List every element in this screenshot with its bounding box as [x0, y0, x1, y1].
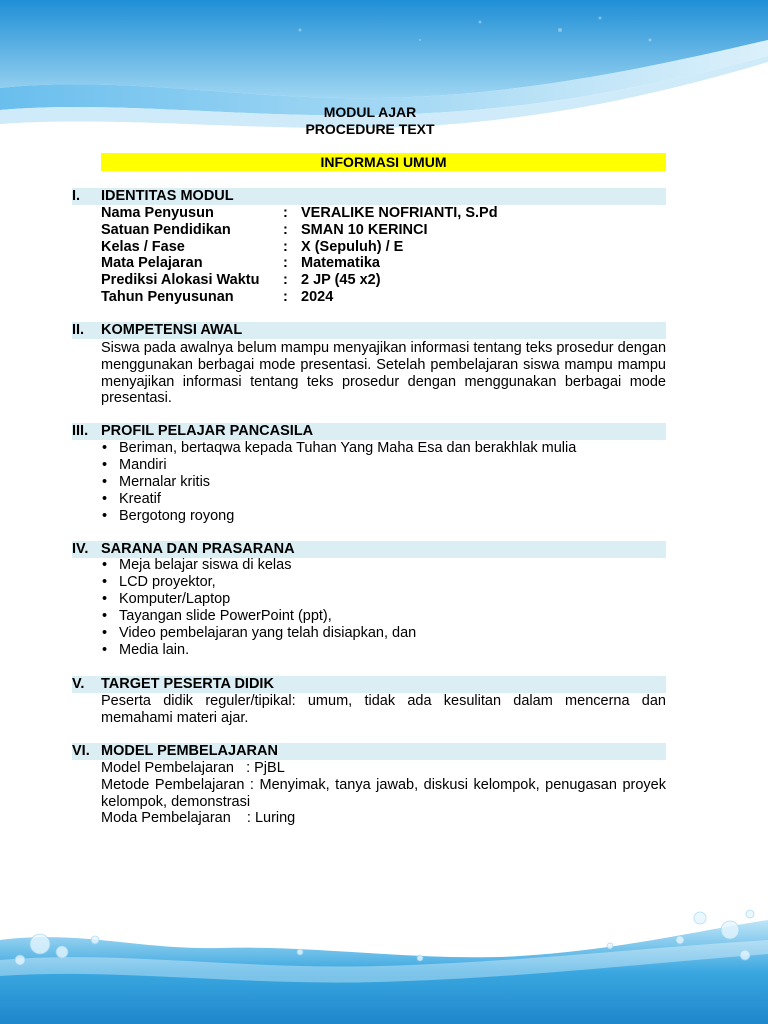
- section-title: MODEL PEMBELAJARAN: [101, 743, 278, 759]
- bullet: •: [102, 574, 108, 590]
- bullet: •: [102, 508, 108, 524]
- list-item: [101, 625, 416, 642]
- colon: :: [283, 288, 288, 305]
- bullet: •: [102, 457, 108, 473]
- list-item: [101, 591, 416, 608]
- section-number: III.: [72, 423, 89, 439]
- identitas-row: [101, 222, 661, 239]
- section-model-header: [72, 743, 666, 760]
- footer-water-decoration: [0, 900, 768, 1024]
- identitas-row: [101, 272, 661, 289]
- identitas-value: 2024: [301, 288, 334, 305]
- list-item: [101, 457, 576, 474]
- bullet: •: [102, 491, 108, 507]
- list-item-text: Meja belajar siswa di kelas: [119, 557, 292, 573]
- section-title: KOMPETENSI AWAL: [101, 322, 243, 338]
- identitas-label: Satuan Pendidikan: [101, 221, 231, 238]
- bullet: •: [102, 474, 108, 490]
- bullet: •: [102, 625, 108, 641]
- doc-title-line2: PROCEDURE TEXT: [305, 121, 435, 137]
- profil-list: [101, 440, 576, 525]
- list-item: [101, 508, 576, 525]
- metode-line: Metode Pembelajaran : Menyimak, tanya jawab, diskusi kelompok, penugasan proyek kelompok, demonstrasi: [101, 777, 666, 810]
- list-item: [101, 557, 416, 574]
- colon: :: [283, 205, 288, 221]
- identitas-value: X (Sepuluh) / E: [301, 238, 404, 255]
- section-number: V.: [72, 676, 85, 692]
- list-item: [101, 474, 576, 491]
- identitas-value: VERALIKE NOFRIANTI, S.Pd: [301, 205, 498, 221]
- colon: :: [283, 272, 288, 289]
- identitas-row: [101, 205, 661, 222]
- section-title: TARGET PESERTA DIDIK: [101, 676, 274, 692]
- list-item-text: Video pembelajaran yang telah disiapkan, dan: [119, 625, 417, 641]
- section-target-header: [72, 676, 666, 693]
- sarana-list: [101, 557, 416, 659]
- bullet: •: [102, 591, 108, 607]
- bullet: •: [102, 642, 108, 658]
- bullet: •: [102, 557, 108, 573]
- colon: :: [283, 238, 288, 255]
- section-number: IV.: [72, 541, 89, 557]
- section-identitas-header: [72, 188, 666, 205]
- identitas-label: Tahun Penyusunan: [101, 288, 234, 305]
- identitas-value: Matematika: [301, 255, 380, 272]
- identitas-row: [101, 255, 661, 272]
- section-title: SARANA DAN PRASARANA: [101, 541, 295, 557]
- section-title: IDENTITAS MODUL: [101, 188, 234, 204]
- identitas-value: SMAN 10 KERINCI: [301, 221, 428, 238]
- list-item-text: Kreatif: [119, 491, 161, 507]
- colon: :: [283, 255, 288, 272]
- list-item-text: Tayangan slide PowerPoint (ppt),: [119, 608, 332, 624]
- identitas-value: 2 JP (45 x2): [301, 272, 381, 289]
- target-paragraph: Peserta didik reguler/tipikal: umum, tidak ada kesulitan dalam mencerna dan memahami materi ajar.: [101, 693, 666, 726]
- section-number: I.: [72, 188, 81, 204]
- identitas-label: Mata Pelajaran: [101, 255, 203, 272]
- model-line: Model Pembelajaran : PjBL: [101, 760, 285, 776]
- list-item-text: Beriman, bertaqwa kepada Tuhan Yang Maha Esa dan berakhlak mulia: [119, 440, 577, 456]
- identitas-row: [101, 239, 661, 256]
- list-item: [101, 491, 576, 508]
- section-profil-header: [72, 423, 666, 440]
- identitas-label: Nama Penyusun: [101, 205, 214, 221]
- kompetensi-paragraph: Siswa pada awalnya belum mampu menyajikan informasi tentang teks prosedur dengan menggunakan berbagai mode presentasi. Setelah pembelajaran siswa mampu mampu menyajikan informasi tentang teks prosedur dengan menggunakan berbagai mode presentasi.: [101, 340, 667, 407]
- list-item-text: Mernalar kritis: [119, 474, 211, 490]
- moda-line: Moda Pembelajaran : Luring: [101, 810, 296, 826]
- list-item-text: Media lain.: [119, 642, 190, 658]
- list-item: [101, 574, 416, 591]
- list-item-text: Komputer/Laptop: [119, 591, 231, 607]
- list-item-text: LCD proyektor,: [119, 574, 216, 590]
- list-item: [101, 608, 416, 625]
- doc-title-line1: MODUL AJAR: [323, 104, 417, 120]
- section-number: VI.: [72, 743, 90, 759]
- list-item: [101, 642, 416, 659]
- identitas-label: Kelas / Fase: [101, 238, 185, 255]
- list-item: [101, 440, 576, 457]
- section-sarana-header: [72, 541, 666, 558]
- identitas-row: [101, 289, 661, 306]
- info-umum-bar: INFORMASI UMUM: [101, 153, 666, 171]
- list-item-text: Mandiri: [119, 457, 167, 473]
- list-item-text: Bergotong royong: [119, 508, 235, 524]
- section-title: PROFIL PELAJAR PANCASILA: [101, 423, 314, 439]
- section-kompetensi-header: [72, 322, 666, 339]
- section-number: II.: [72, 322, 85, 338]
- colon: :: [283, 221, 288, 238]
- bullet: •: [102, 608, 108, 624]
- identitas-table: [101, 205, 661, 306]
- identitas-label: Prediksi Alokasi Waktu: [101, 272, 260, 289]
- bullet: •: [102, 440, 108, 456]
